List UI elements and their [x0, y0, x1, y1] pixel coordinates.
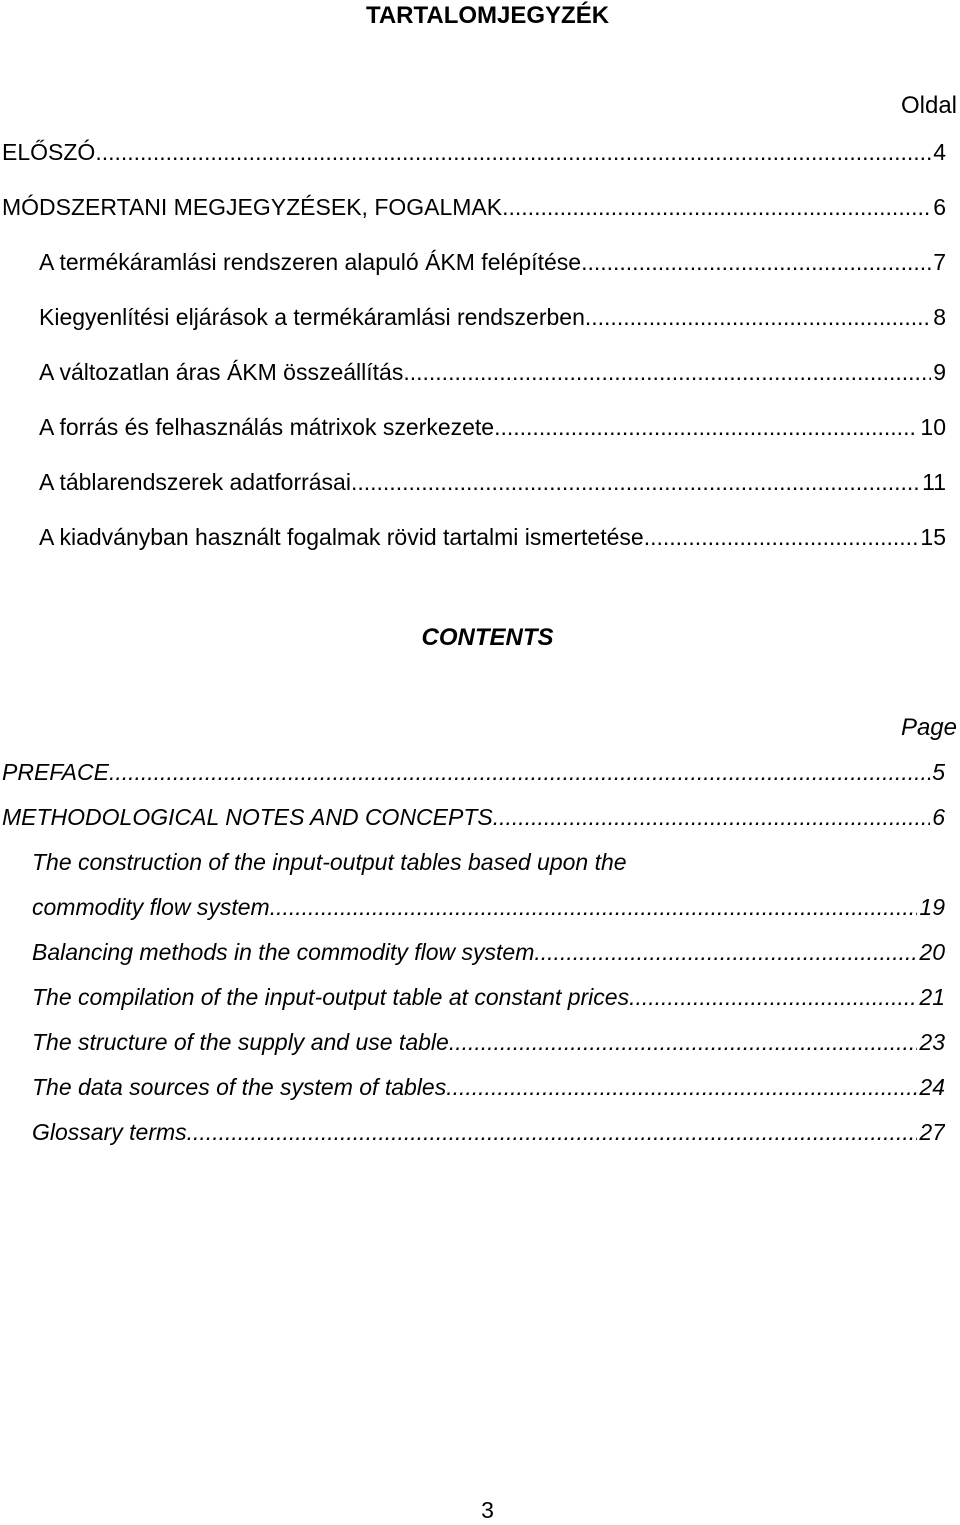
en-toc-entry-preface[interactable]: [2, 757, 945, 787]
hu-page-column-label: Oldal: [900, 92, 957, 119]
hu-toc-entry-data-sources[interactable]: [39, 467, 946, 497]
toc-entry-text: Balancing methods in the commodity flow system: [32, 939, 535, 965]
toc-entry-page: 21: [919, 984, 945, 1010]
dot-leader: [95, 137, 931, 167]
en-toc-entry-constant-prices[interactable]: [32, 982, 945, 1012]
dot-leader: [449, 1027, 918, 1057]
dot-leader: [644, 522, 919, 552]
en-page-column-label: Page: [900, 714, 957, 741]
toc-entry-text: The compilation of the input-output table at constant prices: [32, 984, 630, 1010]
toc-entry-page: 23: [919, 1029, 945, 1055]
hu-toc-entry-construction[interactable]: [39, 247, 946, 277]
dot-leader: [534, 937, 917, 967]
toc-entry-page: 10: [920, 414, 946, 440]
toc-entry-page: 15: [920, 524, 946, 550]
toc-entry-text: A változatlan áras ÁKM összeállítás: [39, 359, 404, 385]
toc-entry-text: commodity flow system: [32, 894, 270, 920]
toc-entry-text: MÓDSZERTANI MEGJEGYZÉSEK, FOGALMAK: [2, 194, 503, 220]
toc-entry-page: 7: [933, 249, 946, 275]
dot-leader: [493, 802, 930, 832]
en-toc-entry-glossary[interactable]: [32, 1117, 945, 1147]
en-toc-entry-methodology[interactable]: [2, 802, 945, 832]
toc-entry-text: ELŐSZÓ: [2, 139, 96, 165]
dot-leader: [351, 467, 920, 497]
dot-leader: [585, 302, 931, 332]
toc-entry-page: 4: [933, 139, 946, 165]
toc-entry-page: 19: [919, 894, 945, 920]
hu-toc-entry-constant-prices[interactable]: [39, 357, 946, 387]
hu-toc-entry-glossary[interactable]: [39, 522, 946, 552]
hu-toc-entry-methodology[interactable]: [2, 192, 946, 222]
toc-entry-page: 9: [933, 359, 946, 385]
toc-entry-page: 11: [922, 469, 946, 495]
toc-entry-page: 20: [919, 939, 945, 965]
hu-toc-entry-balancing[interactable]: [39, 302, 946, 332]
toc-entry-text: A forrás és felhasználás mátrixok szerkezete: [39, 414, 495, 440]
toc-entry-page: 24: [919, 1074, 945, 1100]
toc-entry-page: 6: [932, 804, 945, 830]
dot-leader: [581, 247, 931, 277]
toc-entry-text: Glossary terms: [32, 1119, 187, 1145]
dot-leader: [187, 1117, 918, 1147]
en-toc-entry-supply-use[interactable]: [32, 1027, 945, 1057]
toc-entry-text: METHODOLOGICAL NOTES AND CONCEPTS: [2, 804, 493, 830]
toc-entry-page: 6: [933, 194, 946, 220]
en-toc-entry-balancing[interactable]: [32, 937, 945, 967]
en-toc-entry-construction-line1[interactable]: The construction of the input-output tables based upon the: [32, 849, 627, 875]
hu-toc-title: TARTALOMJEGYZÉK: [365, 2, 610, 29]
toc-entry-text: A táblarendszerek adatforrásai: [39, 469, 351, 495]
dot-leader: [109, 757, 930, 787]
toc-entry-text: Kiegyenlítési eljárások a termékáramlási rendszerben: [39, 304, 585, 330]
dot-leader: [270, 892, 918, 922]
dot-leader: [494, 412, 918, 442]
toc-entry-text: A kiadványban használt fogalmak rövid tartalmi ismertetése: [39, 524, 644, 550]
en-toc-entry-construction[interactable]: [32, 892, 945, 922]
dot-leader: [403, 357, 931, 387]
toc-entry-page: 27: [919, 1119, 945, 1145]
en-toc-entry-data-sources[interactable]: [32, 1072, 945, 1102]
hu-toc-entry-preface[interactable]: [2, 137, 946, 167]
toc-entry-text: The structure of the supply and use table: [32, 1029, 449, 1055]
toc-entry-text: PREFACE: [2, 759, 109, 785]
en-toc-title: CONTENTS: [421, 624, 554, 651]
hu-toc-entry-supply-use[interactable]: [39, 412, 946, 442]
dot-leader: [502, 192, 931, 222]
page-number: 3: [481, 1497, 494, 1523]
toc-entry-text: A termékáramlási rendszeren alapuló ÁKM felépítése: [39, 249, 582, 275]
toc-entry-page: 8: [933, 304, 946, 330]
dot-leader: [446, 1072, 917, 1102]
toc-entry-text: The data sources of the system of tables: [32, 1074, 447, 1100]
dot-leader: [629, 982, 917, 1012]
toc-entry-page: 5: [932, 759, 945, 785]
